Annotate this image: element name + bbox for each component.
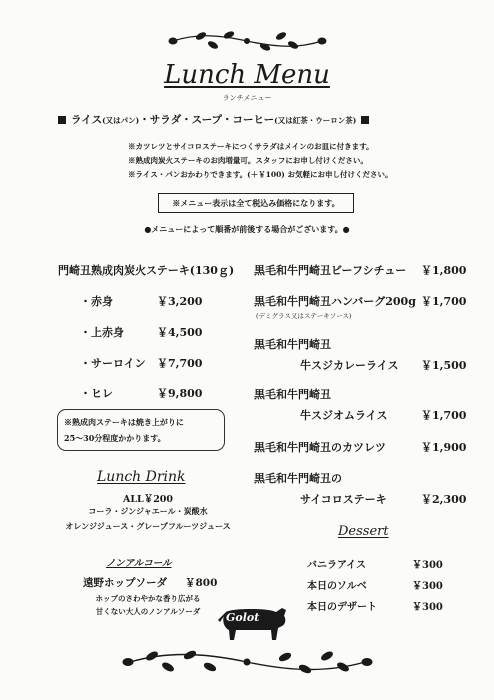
wagyu-item-price: ￥1,900	[421, 441, 467, 454]
wagyu-item-price: ￥1,700	[421, 295, 467, 308]
wagyu-item-subline: サイコロステーキ	[300, 493, 387, 506]
wagyu-item-price: ￥2,300	[421, 493, 467, 506]
order-note: ●メニューによって順番が前後する場合がございます。●	[144, 224, 350, 234]
steak-notice-line1: ※熟成肉ステーキは焼き上がりに	[64, 417, 184, 427]
set-note-1: ※カツレツとサイコロステーキにつくサラダはメインのお皿に付きます。	[128, 142, 374, 151]
non-alcohol-item: 遠野ホップソーダ	[83, 577, 167, 589]
non-alcohol-price: ￥800	[185, 577, 218, 589]
dessert-item-name: バニラアイス	[307, 560, 366, 571]
steak-item-name: ・ヒレ	[80, 387, 113, 400]
set-note-3: ※ライス・パンおかわりできます。(＋￥100) お気軽にお申し付けください。	[128, 170, 393, 179]
set-rice: ライス	[71, 114, 103, 126]
logo-text	[226, 611, 259, 624]
wagyu-item-price: ￥1,700	[421, 409, 467, 422]
steak-title: 門崎丑熟成肉炭火ステーキ(130ｇ)	[58, 264, 235, 277]
menu-title: Lunch Menu	[164, 60, 330, 90]
dessert-item-price: ￥300	[412, 560, 443, 571]
logo-text-label: Golot	[226, 611, 260, 624]
menu-subtitle: ランチメニュー	[222, 94, 272, 102]
tax-note: ※メニュー表示は全て税込み価格になります。	[158, 193, 354, 213]
bottom-ornament-icon	[120, 648, 375, 676]
set-note-2: ※熟成肉炭火ステーキのお肉増量可。スタッフにお申し付けください。	[128, 156, 368, 165]
drink-title: Lunch Drink	[97, 469, 186, 485]
drink-all-price: ALL￥200	[122, 494, 174, 505]
drink-line-1: コーラ・ジンジャエール・炭酸水	[88, 506, 208, 516]
wagyu-item-subline: 牛スジカレーライス	[300, 359, 399, 372]
steak-item-name: ・赤身	[80, 295, 113, 308]
dessert-item-price: ￥300	[412, 581, 443, 592]
steak-item-price: ￥9,800	[157, 387, 203, 400]
set-mid: ・サラダ・スープ・コーヒー	[139, 114, 275, 126]
square-bullet-icon	[58, 116, 66, 124]
dessert-item-name: 本日のソルベ	[307, 581, 367, 592]
wagyu-item-name: 黒毛和牛門崎丑ビーフシチュー	[254, 264, 407, 277]
wagyu-item-price: ￥1,500	[421, 359, 467, 372]
dessert-item-name: 本日のデザート	[307, 602, 377, 613]
non-alcohol-title: ノンアルコール	[106, 558, 172, 569]
wagyu-item-price: ￥1,800	[421, 264, 467, 277]
steak-item-name: ・サーロイン	[80, 357, 146, 370]
wagyu-item-name: 黒毛和牛門崎丑	[254, 388, 331, 401]
set-info-line	[58, 112, 369, 127]
steak-item-name: ・上赤身	[80, 326, 124, 339]
cow-logo-icon	[212, 600, 292, 648]
steak-notice	[57, 409, 225, 451]
dessert-title: Dessert	[338, 524, 389, 539]
steak-item-price: ￥7,700	[157, 357, 203, 370]
set-or-bread: (又はパン)	[102, 116, 140, 125]
drink-line-2: オレンジジュース・グレープフルーツジュース	[65, 521, 231, 531]
set-or-tea: (又は紅茶・ウーロン茶)	[274, 116, 357, 125]
wagyu-item-name: 黒毛和牛門崎丑ハンバーグ200g	[254, 295, 416, 308]
steak-item-price: ￥3,200	[157, 295, 203, 308]
wagyu-item-name: 黒毛和牛門崎丑	[254, 338, 331, 351]
wagyu-item-subline: 牛スジオムライス	[300, 409, 388, 422]
non-alcohol-desc-1: ホップのさわやかな香り広がる	[95, 594, 201, 603]
dessert-item-price: ￥300	[412, 602, 443, 613]
square-bullet-icon	[361, 116, 369, 124]
wagyu-item-subline: (デミグラス又はステーキソース)	[256, 312, 352, 320]
wagyu-item-name: 黒毛和牛門崎丑の	[254, 472, 342, 485]
steak-notice-line2: 25～30分程度かかります。	[64, 433, 166, 443]
steak-item-price: ￥4,500	[157, 326, 203, 339]
top-ornament-icon	[165, 30, 330, 52]
non-alcohol-desc-2: 甘くない大人のノンアルソーダ	[95, 607, 201, 616]
wagyu-item-name: 黒毛和牛門崎丑のカツレツ	[254, 441, 386, 454]
